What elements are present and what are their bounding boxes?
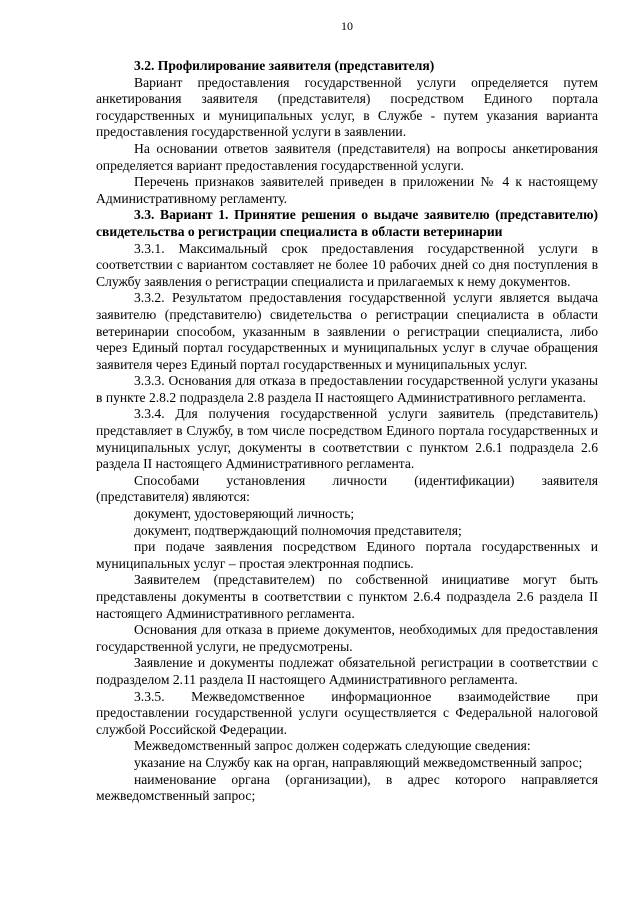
paragraph: 3.3.1. Максимальный срок предоставления государственной услуги в соответствии с вариантом составляет не более 10 рабочих дней со дня поступления в Службу заявления о регистрации специалиста и прилагаемых к нему документов. [96, 240, 598, 289]
list-item: документ, удостоверяющий личность; [134, 506, 355, 522]
paragraph: 3.3.4. Для получения государственной услуги заявитель (представитель) представляет в Службу, в том числе посредством Единого портала государственных и муниципальных услуг, документы в соответствии с пунктом 2.6.1 подраздела 2.6 раздела II настоящего Административного регламента. [96, 406, 598, 472]
list-item: указание на Службу как на орган, направляющий межведомственный запрос; [134, 754, 583, 770]
paragraph: Межведомственный запрос должен содержать следующие сведения: [134, 738, 531, 754]
list-item: наименование органа (организации), в адрес которого направляется межведомственный запрос; [96, 771, 598, 804]
page-number: 10 [341, 19, 353, 33]
paragraph: Основания для отказа в приеме документов, необходимых для предоставления государственной услуги, не предусмотрены. [96, 622, 598, 654]
paragraph: 3.3.3. Основания для отказа в предоставлении государственной услуги указаны в пункте 2.8.2 подраздела 2.8 раздела II настоящего Административного регламента. [96, 373, 598, 405]
paragraph: 3.3.5. Межведомственное информационное взаимодействие при предоставлении государственной услуги осуществляется с Федеральной налоговой службой Российской Федерации. [96, 688, 598, 737]
paragraph: Вариант предоставления государственной услуги определяется путем анкетирования заявителя (представителя) посредством Единого портала государственных и муниципальных услуг, в Службе - путем указания варианта предоставления государственной услуги в заявлении. [96, 74, 598, 140]
paragraph: Перечень признаков заявителей приведен в приложении № 4 к настоящему Административному регламенту. [96, 174, 598, 206]
document-body [96, 58, 598, 805]
paragraph: Заявителем (представителем) по собственной инициативе могут быть представлены документы в соответствии с пунктом 2.6.4 подраздела 2.6 раздела II настоящего Административного регламента. [96, 572, 598, 621]
list-item: документ, подтверждающий полномочия представителя; [134, 522, 462, 538]
paragraph: Заявление и документы подлежат обязательной регистрации в соответствии с подразделом 2.11 раздела II настоящего Административного регламента. [96, 655, 598, 687]
paragraph: 3.3.2. Результатом предоставления государственной услуги является выдача заявителю (представителю) свидетельства о регистрации специалиста в области ветеринарии способом, указанным в заявлении о регистрации специалиста, либо через Единый портал государственных и муниципальных услуг в случае обращения заявителя через Единый портал государственных и муниципальных услуг. [96, 290, 598, 372]
paragraph: Способами установления личности (идентификации) заявителя (представителя) являются: [96, 472, 598, 505]
section-heading-3-3: 3.3. Вариант 1. Принятие решения о выдаче заявителю (представителю) свидетельства о регистрации специалиста в области ветеринарии [96, 207, 598, 239]
section-heading-3-2: 3.2. Профилирование заявителя (представителя) [134, 58, 435, 73]
paragraph: На основании ответов заявителя (представителя) на вопросы анкетирования определяется вариант предоставления государственной услуги. [96, 140, 598, 173]
list-item: при подаче заявления посредством Единого портала государственных и муниципальных услуг – простая электронная подпись. [96, 539, 598, 571]
